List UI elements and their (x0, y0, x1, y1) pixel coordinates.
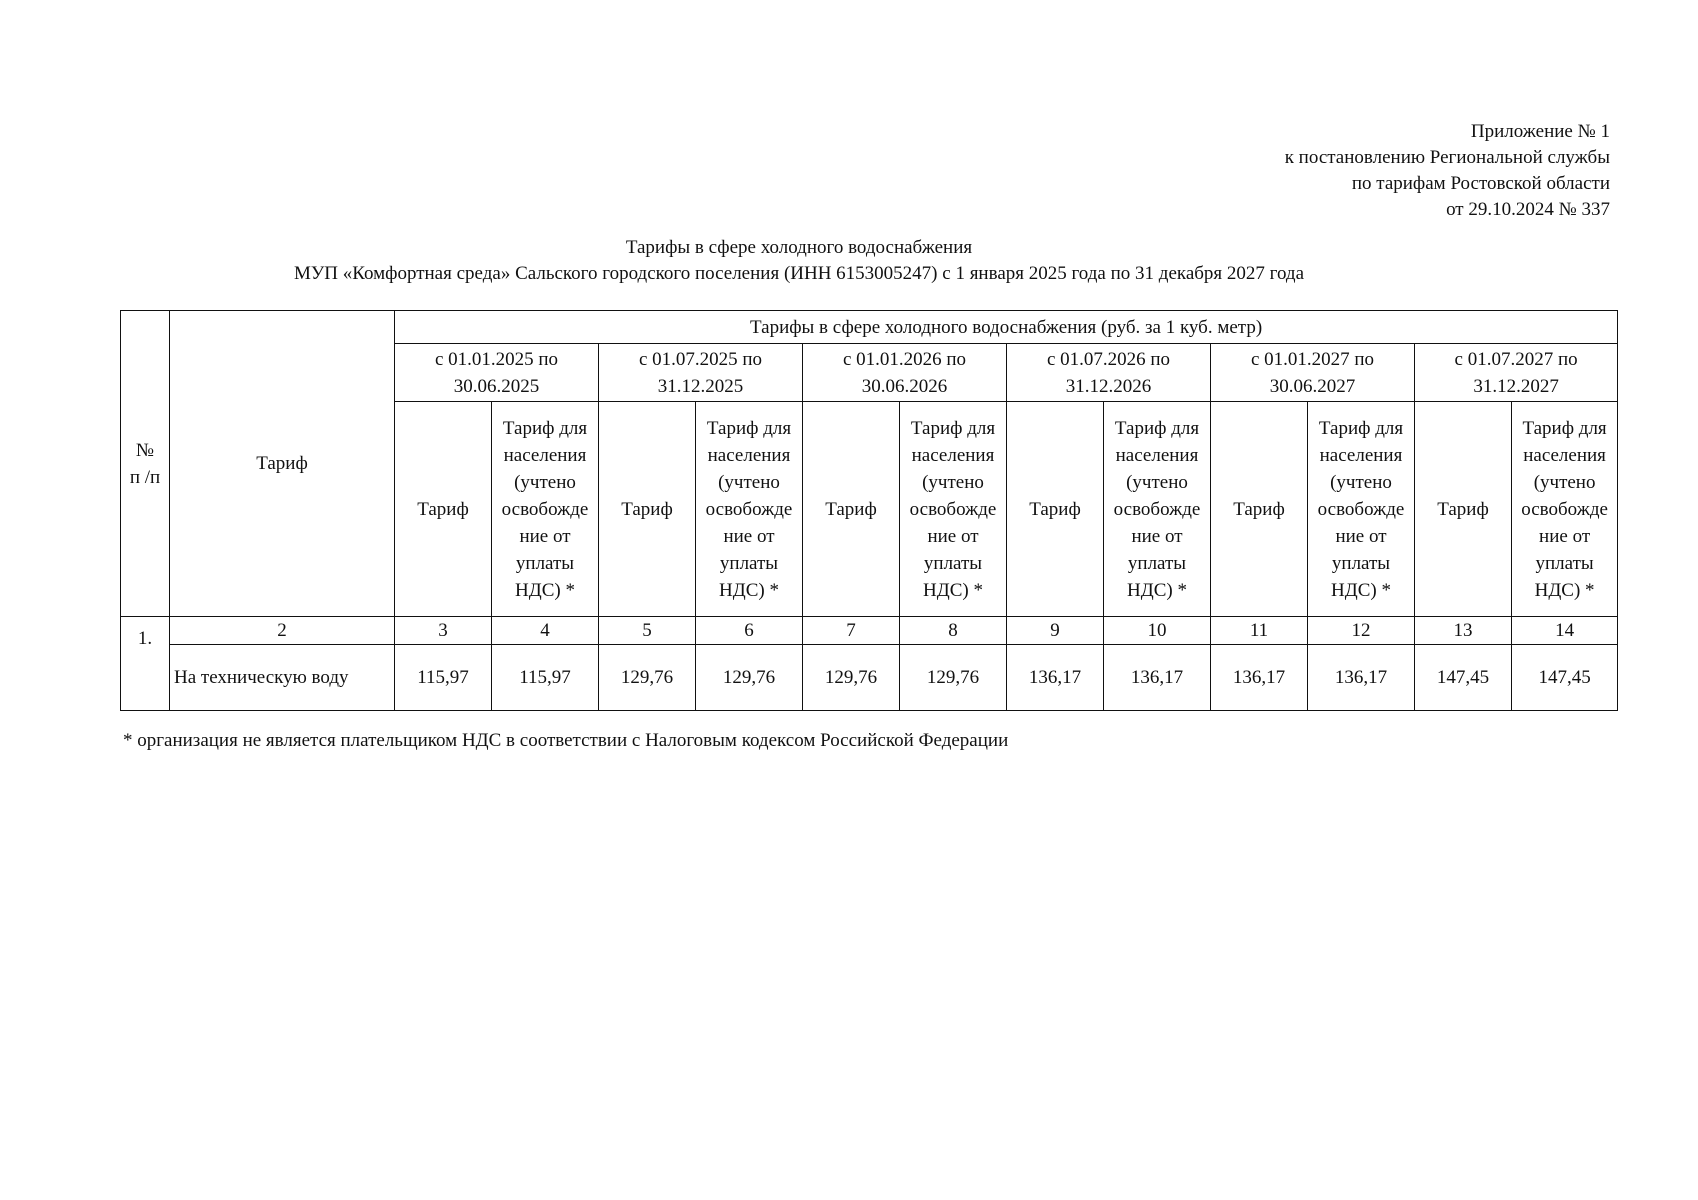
appendix-line-1: Приложение № 1 (1470, 121, 1610, 142)
header-tariff: Тариф (170, 311, 395, 617)
appendix-line-3: по тарифам Ростовской области (1351, 173, 1610, 194)
value-cell: 129,76 (803, 645, 900, 711)
header-sub-population: Тариф для населения (учтено освобожде ние от уплаты НДС) * (492, 402, 599, 617)
row-number-cell: 1. (121, 617, 170, 711)
header-period-5: с 01.01.2027 по 30.06.2027 (1211, 344, 1415, 402)
header-period-1: с 01.01.2025 по 30.06.2025 (395, 344, 599, 402)
document-subtitle: МУП «Комфортная среда» Сальского городского поселения (ИНН 6153005247) с 1 января 2025 года по 31 декабря 2027 года (293, 263, 1305, 284)
column-number: 2 (170, 617, 395, 645)
appendix-block (1285, 119, 1610, 223)
value-cell: 115,97 (395, 645, 492, 711)
header-sub-tariff: Тариф (395, 402, 492, 617)
column-number: 3 (395, 617, 492, 645)
column-number: 12 (1308, 617, 1415, 645)
value-cell: 136,17 (1007, 645, 1104, 711)
value-cell: 115,97 (492, 645, 599, 711)
header-sub-population: Тариф для населения (учтено освобожде ние от уплаты НДС) * (1308, 402, 1415, 617)
value-cell: 129,76 (900, 645, 1007, 711)
header-period-2: с 01.07.2025 по 31.12.2025 (599, 344, 803, 402)
row-name-cell: На техническую воду (170, 645, 395, 711)
header-sub-tariff: Тариф (1007, 402, 1104, 617)
value-cell: 136,17 (1308, 645, 1415, 711)
column-number: 5 (599, 617, 696, 645)
header-sub-tariff: Тариф (1211, 402, 1308, 617)
footnote: * организация не является плательщиком НДС в соответствии с Налоговым кодексом Российской Федерации (123, 730, 1009, 751)
column-number: 7 (803, 617, 900, 645)
value-cell: 147,45 (1512, 645, 1618, 711)
table-row (121, 645, 1618, 711)
header-sub-population: Тариф для населения (учтено освобожде ние от уплаты НДС) * (696, 402, 803, 617)
header-sub-population: Тариф для населения (учтено освобожде ние от уплаты НДС) * (900, 402, 1007, 617)
value-cell: 129,76 (599, 645, 696, 711)
header-sub-population: Тариф для населения (учтено освобожде ние от уплаты НДС) * (1512, 402, 1618, 617)
column-number: 11 (1211, 617, 1308, 645)
column-number: 6 (696, 617, 803, 645)
tariff-table (120, 310, 1618, 711)
document-title: Тарифы в сфере холодного водоснабжения (625, 237, 973, 258)
header-group: Тарифы в сфере холодного водоснабжения (руб. за 1 куб. метр) (395, 311, 1618, 344)
column-number: 14 (1512, 617, 1618, 645)
column-number: 8 (900, 617, 1007, 645)
appendix-line-2: к постановлению Региональной службы (1284, 147, 1610, 168)
value-cell: 136,17 (1211, 645, 1308, 711)
column-number: 10 (1104, 617, 1211, 645)
header-sub-tariff: Тариф (1415, 402, 1512, 617)
header-period-3: с 01.01.2026 по 30.06.2026 (803, 344, 1007, 402)
value-cell: 129,76 (696, 645, 803, 711)
header-period-4: с 01.07.2026 по 31.12.2026 (1007, 344, 1211, 402)
column-number: 9 (1007, 617, 1104, 645)
header-sub-tariff: Тариф (803, 402, 900, 617)
header-sub-tariff: Тариф (599, 402, 696, 617)
column-number: 4 (492, 617, 599, 645)
header-row-number: № п /п (121, 311, 170, 617)
appendix-line-4: от 29.10.2024 № 337 (1446, 199, 1610, 220)
header-sub-population: Тариф для населения (учтено освобожде ние от уплаты НДС) * (1104, 402, 1211, 617)
value-cell: 147,45 (1415, 645, 1512, 711)
column-number: 13 (1415, 617, 1512, 645)
value-cell: 136,17 (1104, 645, 1211, 711)
header-period-6: с 01.07.2027 по 31.12.2027 (1415, 344, 1618, 402)
